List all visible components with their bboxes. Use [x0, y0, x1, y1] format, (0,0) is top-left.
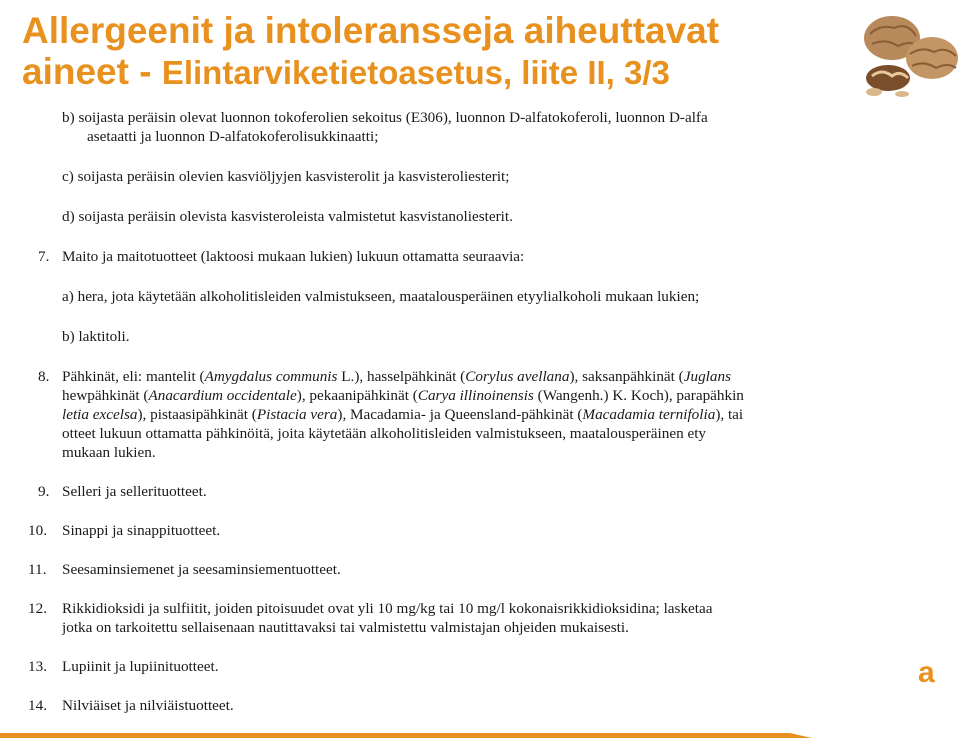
item-10-text: Sinappi ja sinappituotteet. [62, 522, 221, 539]
title-line-2-rest: Elintarviketietoasetus, liite II, 3/3 [161, 54, 670, 91]
item-8-line-5: mukaan lukien. [62, 444, 156, 461]
soy-item-b-line-1: b) soijasta peräisin olevat luonnon tokoferolien sekoitus (E306), luonnon D-alfatokoferoli, luonnon D-alfa [62, 109, 708, 126]
list-item [28, 521, 924, 540]
list-item [28, 696, 924, 715]
list-item [28, 127, 924, 146]
walnuts-image [858, 12, 960, 100]
item-8-line-3: letia excelsa), pistaasipähkinät (Pistacia vera), Macadamia- ja Queensland-pähkinät (Macadamia ternifolia), tai [62, 406, 744, 423]
item-number: 13. [28, 658, 47, 675]
soy-item-c: c) soijasta peräisin olevien kasviöljyjen kasvisterolit ja kasvisteroliesterit; [62, 168, 510, 185]
list-item [28, 618, 924, 637]
item-13-text: Lupiinit ja lupiinituotteet. [62, 658, 219, 675]
list-item [28, 386, 924, 405]
item-number: 10. [28, 522, 47, 539]
document-excerpt [28, 108, 924, 715]
item-9-text: Selleri ja sellerituotteet. [62, 483, 207, 500]
soy-item-b-line-2: asetaatti ja luonnon D-alfatokoferolisukkinaatti; [87, 128, 379, 145]
title-line-1: Allergeenit ja intoleransseja aiheuttavat [22, 10, 720, 51]
item-7-b: b) laktitoli. [62, 328, 130, 345]
logo-fragment: a [918, 656, 935, 689]
list-item [28, 405, 924, 424]
item-8-line-1: Pähkinät, eli: mantelit (Amygdalus communis L.), hasselpähkinät (Corylus avellana), saksanpähkinät (Juglans [62, 368, 731, 385]
item-12-line-1: Rikkidioksidi ja sulfiitit, joiden pitoisuudet ovat yli 10 mg/kg tai 10 mg/l kokonaisrikkidioksidina; lasketaa [62, 600, 713, 617]
title-line-2-lead: aineet - [22, 51, 162, 92]
item-number: 7. [38, 248, 50, 265]
list-item [28, 443, 924, 462]
list-item [28, 424, 924, 443]
item-7-text: Maito ja maitotuotteet (laktoosi mukaan lukien) lukuun ottamatta seuraavia: [62, 248, 525, 265]
item-number: 11. [28, 561, 47, 578]
bottom-accent-bar [0, 731, 960, 738]
item-7-a: a) hera, jota käytetään alkoholitisleiden valmistukseen, maatalousperäinen etyylialkoholi mukaan lukien; [62, 288, 700, 305]
list-item [28, 657, 924, 676]
item-8-line-2: hewpähkinät (Anacardium occidentale), pekaanipähkinät (Carya illinoinensis (Wangenh.) K. Koch), parapähkin [62, 387, 744, 404]
item-number: 9. [38, 483, 50, 500]
item-number: 14. [28, 697, 47, 714]
page-title [22, 10, 719, 93]
item-number: 8. [38, 368, 50, 385]
list-item [28, 287, 924, 306]
item-14-text: Nilviäiset ja nilviäistuotteet. [62, 697, 234, 714]
item-8-line-4: otteet lukuun ottamatta pähkinöitä, joita käytetään alkoholitisleiden valmistukseen, maatalousperäinen ety [62, 425, 707, 442]
list-item [28, 327, 924, 346]
list-item [28, 560, 924, 579]
item-number: 12. [28, 600, 47, 617]
list-item [28, 108, 924, 127]
list-item [28, 247, 924, 266]
item-12-line-2: jotka on tarkoitettu sellaisenaan nautittavaksi tai valmistettu valmistajan ohjeiden mukaisesti. [62, 619, 629, 636]
item-11-text: Seesaminsiemenet ja seesaminsiementuotteet. [62, 561, 341, 578]
list-item [28, 207, 924, 226]
list-item [28, 167, 924, 186]
list-item [28, 482, 924, 501]
soy-item-d: d) soijasta peräisin olevista kasvisteroleista valmistetut kasvistanoliesterit. [62, 208, 513, 225]
list-item [28, 599, 924, 618]
list-item [28, 367, 924, 386]
